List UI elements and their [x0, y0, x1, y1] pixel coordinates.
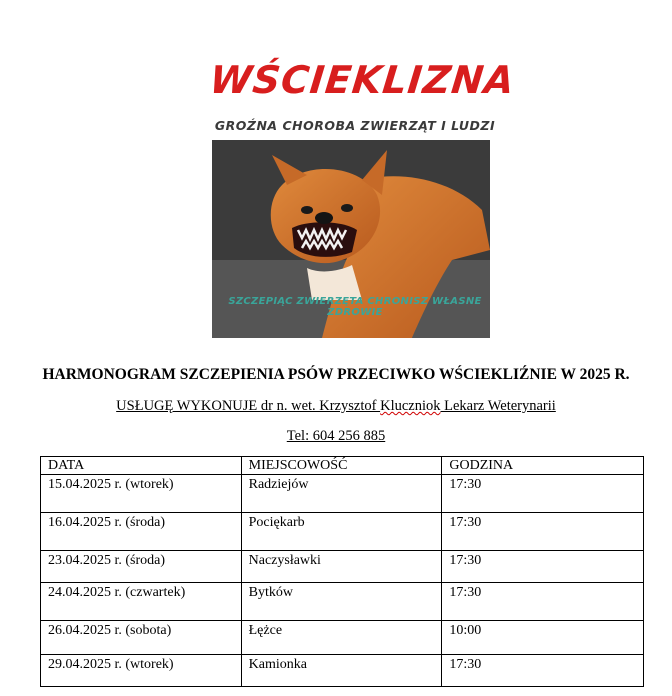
column-header-location: MIEJSCOWOŚĆ — [241, 457, 442, 475]
schedule-heading: HARMONOGRAM SZCZEPIENIA PSÓW PRZECIWKO WŚCIEKLIŹNIE W 2025 R. — [42, 366, 630, 383]
poster-subtitle: GROŹNA CHOROBA ZWIERZĄT I LUDZI — [214, 118, 496, 133]
cell-time: 17:30 — [442, 475, 644, 513]
cell-date: 16.04.2025 r. (środa) — [41, 513, 242, 551]
vaccination-schedule-table — [40, 456, 644, 687]
table-row — [41, 621, 644, 655]
cell-time: 17:30 — [442, 583, 644, 621]
cell-location: Łężce — [241, 621, 442, 655]
table-row — [41, 551, 644, 583]
table-header-row — [41, 457, 644, 475]
poster-footer: SZCZEPIĄC ZWIERZĘTA CHRONISZ WŁASNE ZDROWIE — [228, 296, 482, 318]
cell-location: Pociękarb — [241, 513, 442, 551]
cell-time: 10:00 — [442, 621, 644, 655]
cell-time: 17:30 — [442, 513, 644, 551]
cell-date: 15.04.2025 r. (wtorek) — [41, 475, 242, 513]
phone-number: Tel: 604 256 885 — [286, 428, 386, 444]
column-header-date: DATA — [41, 457, 242, 475]
table-row — [41, 513, 644, 551]
service-suffix: Lekarz Weterynarii — [440, 398, 556, 414]
poster-title: WŚCIEKLIZNA — [207, 58, 518, 102]
table-row — [41, 475, 644, 513]
service-prefix: USŁUGĘ WYKONUJE dr n. wet. Krzysztof — [116, 398, 381, 414]
cell-time: 17:30 — [442, 655, 644, 687]
cell-date: 29.04.2025 r. (wtorek) — [41, 655, 242, 687]
cell-time: 17:30 — [442, 551, 644, 583]
phone-line — [0, 428, 672, 445]
service-surname: Kluczniok — [380, 398, 441, 414]
column-header-time: GODZINA — [442, 457, 644, 475]
cell-location: Radziejów — [241, 475, 442, 513]
cell-location: Bytków — [241, 583, 442, 621]
cell-date: 23.04.2025 r. (środa) — [41, 551, 242, 583]
cell-date: 24.04.2025 r. (czwartek) — [41, 583, 242, 621]
table-row — [41, 583, 644, 621]
rabies-poster — [207, 56, 518, 318]
service-provider-line — [0, 398, 672, 415]
cell-location: Naczysławki — [241, 551, 442, 583]
cell-date: 26.04.2025 r. (sobota) — [41, 621, 242, 655]
cell-location: Kamionka — [241, 655, 442, 687]
table-row — [41, 655, 644, 687]
